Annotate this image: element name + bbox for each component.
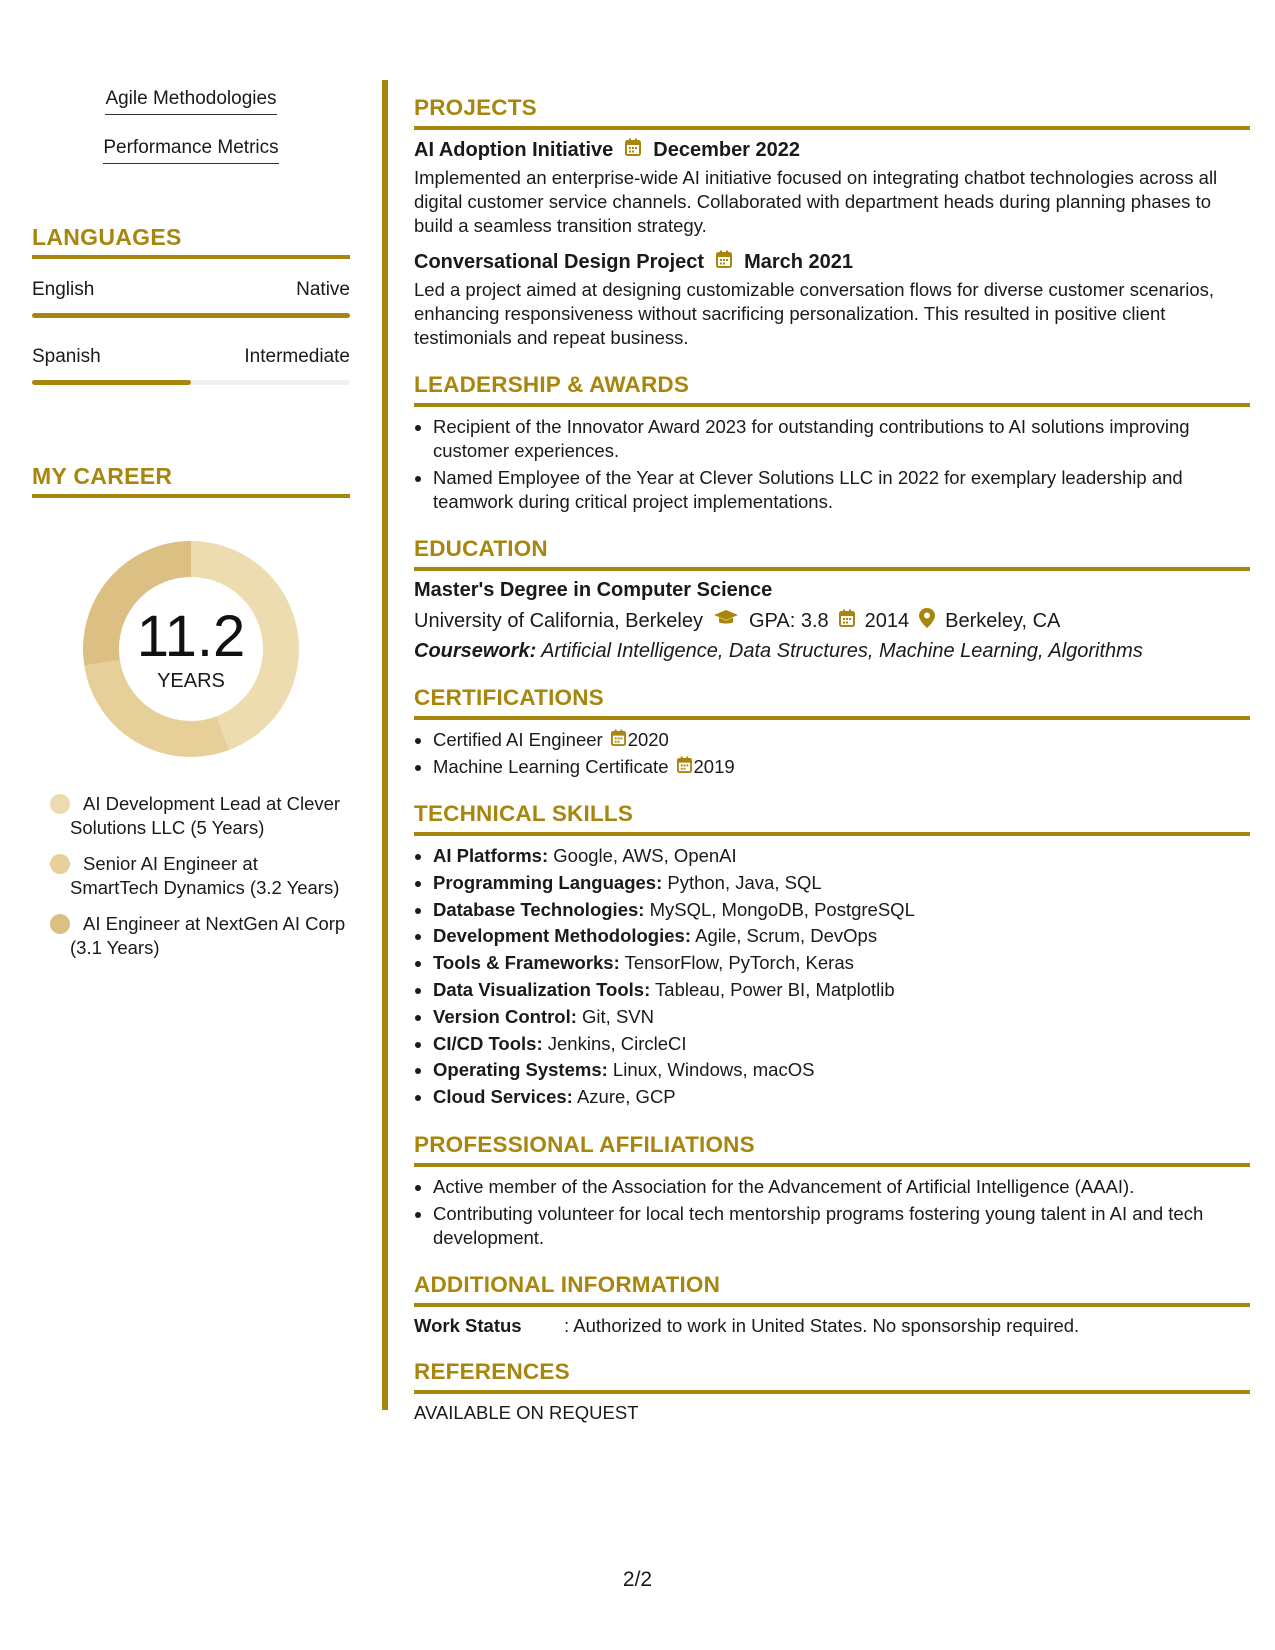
skill-tag: Performance Metrics [103,137,278,164]
skill-value: Azure, GCP [572,1086,676,1108]
career-total-unit: YEARS [157,670,225,692]
additional-info-title: ADDITIONAL INFORMATION [414,1272,1250,1307]
language-item [32,346,350,385]
skill-label: Development Methodologies: [433,925,691,947]
career-section [32,463,350,960]
skill-label: Operating Systems: [433,1059,608,1081]
certification-item [433,728,1250,752]
skill-label: CI/CD Tools: [433,1032,543,1054]
project-description: Led a project aimed at designing customizable conversation flows for diverse customer scenarios, enhancing responsiveness without sacrificing personalization. This resulted in positive client testimonials and repeat business. [414,279,1215,348]
calendar-icon [839,609,855,633]
project-description: Implemented an enterprise-wide AI initiative focused on integrating chatbot technologies across all digital customer service channels. Collaborated with department heads during planning phases to build a seamless transition strategy. [414,167,1218,236]
skill-item [433,1058,1250,1083]
language-bar [32,313,350,318]
project-name: Conversational Design Project [414,250,705,273]
skill-item [433,844,1250,869]
leadership-title: LEADERSHIP & AWARDS [414,372,1250,407]
list-item: • Active member of the Association for the Advancement of Artificial Intelligence (AAAI). [433,1175,1250,1199]
info-value: : Authorized to work in United States. No sponsorship required. [564,1314,1080,1336]
certifications-title: CERTIFICATIONS [414,685,1250,720]
skill-item [433,1032,1250,1057]
project-name: AI Adoption Initiative [414,138,614,161]
skill-label: Cloud Services: [433,1086,573,1108]
language-bar-fill [32,313,350,318]
career-legend-item [50,792,350,840]
school-location: Berkeley, CA [945,609,1061,632]
affiliations-title: PROFESSIONAL AFFILIATIONS [414,1132,1250,1167]
skill-value: MySQL, MongoDB, PostgreSQL [644,898,915,920]
education-section [414,536,1250,663]
skill-label: Database Technologies: [433,898,645,920]
calendar-icon [716,250,732,274]
language-bar [32,380,350,385]
certifications-section [414,685,1250,779]
career-dot [50,794,70,814]
calendar-icon [611,728,626,752]
degree-title: Master's Degree in Computer Science [414,579,773,601]
project-item [414,138,1250,238]
career-legend-text: AI Development Lead at Clever Solutions LLC (5 Years) [70,793,341,838]
skill-label: Tools & Frameworks: [433,952,620,974]
school-name: University of California, Berkeley [414,609,703,632]
language-item [32,279,350,318]
graduation-year: 2014 [864,609,910,632]
skill-tag: Agile Methodologies [105,88,276,115]
career-legend-text: Senior AI Engineer at SmartTech Dynamics (3.2 Years) [70,853,340,898]
project-date: March 2021 [744,250,854,273]
career-donut [78,536,304,762]
language-name: English [32,279,95,300]
skill-value: Python, Java, SQL [662,871,822,893]
skill-item [433,898,1250,923]
location-pin-icon [919,608,935,634]
page-number: 2/2 [622,1568,653,1591]
languages-section [32,224,350,385]
list-item: • Named Employee of the Year at Clever Solutions LLC in 2022 for exemplary leadership and teamwork during critical project implementations. [433,466,1250,514]
left-column [32,80,350,960]
skill-item [433,871,1250,896]
career-legend [32,792,350,960]
skill-label: AI Platforms: [433,845,549,866]
references-section [414,1359,1250,1424]
coursework-list: Artificial Intelligence, Data Structures, Machine Learning, Algorithms [536,640,1143,662]
skill-label: Programming Languages: [433,871,663,893]
language-name: Spanish [32,346,101,367]
info-key: Work Status [414,1314,522,1336]
gpa: GPA: 3.8 [749,609,829,632]
graduation-cap-icon [713,609,739,633]
skill-value: TensorFlow, PyTorch, Keras [619,952,854,974]
skill-label: Version Control: [433,1005,577,1027]
skills-list [32,88,350,164]
leadership-section [414,372,1250,514]
project-item [414,250,1250,350]
references-title: REFERENCES [414,1359,1250,1394]
coursework-label: Coursework: [414,640,537,662]
career-total-years: 11.2 [136,604,246,669]
skill-item [433,951,1250,976]
column-divider [382,80,388,1410]
skill-value: Git, SVN [576,1005,655,1027]
certification-year: 2019 [693,756,735,777]
additional-info-section [414,1272,1250,1337]
skill-label: Data Visualization Tools: [433,978,651,1000]
certification-name: • Machine Learning Certificate [433,756,669,777]
language-level: Native [296,279,350,300]
project-date: December 2022 [653,138,801,161]
skill-value: Google, AWS, OpenAI [548,845,737,866]
projects-section [414,95,1250,350]
language-level: Intermediate [244,346,350,367]
certification-item [433,755,1250,779]
career-legend-item [50,912,350,960]
affiliations-section [414,1132,1250,1250]
calendar-icon [677,755,692,779]
calendar-icon [625,138,641,162]
skill-item [433,1005,1250,1030]
technical-skills-title: TECHNICAL SKILLS [414,801,1250,836]
career-title: MY CAREER [32,463,350,498]
list-item: • Contributing volunteer for local tech mentorship programs fostering young talent in AI and tech development. [433,1202,1250,1250]
technical-skills-section [414,801,1250,1110]
certification-name: • Certified AI Engineer [433,729,603,750]
language-bar-fill [32,380,191,385]
languages-title: LANGUAGES [32,224,350,259]
skill-value: Agile, Scrum, DevOps [691,925,878,947]
coursework [414,640,1250,663]
skill-value: Jenkins, CircleCI [542,1032,687,1054]
right-column [414,95,1250,1440]
list-item: • Recipient of the Innovator Award 2023 for outstanding contributions to AI solutions improving customer experiences. [433,415,1250,463]
career-dot [50,914,70,934]
skill-item [433,924,1250,949]
projects-title: PROJECTS [414,95,1250,130]
certification-year: 2020 [627,729,669,750]
career-legend-item [50,852,350,900]
education-title: EDUCATION [414,536,1250,571]
career-dot [50,854,70,874]
skill-value: Linux, Windows, macOS [607,1059,815,1081]
skill-item [433,1085,1250,1110]
career-legend-text: AI Engineer at NextGen AI Corp (3.1 Years) [70,913,346,958]
references-text: AVAILABLE ON REQUEST [414,1401,639,1423]
skill-value: Tableau, Power BI, Matplotlib [650,978,895,1000]
skill-item [433,978,1250,1003]
